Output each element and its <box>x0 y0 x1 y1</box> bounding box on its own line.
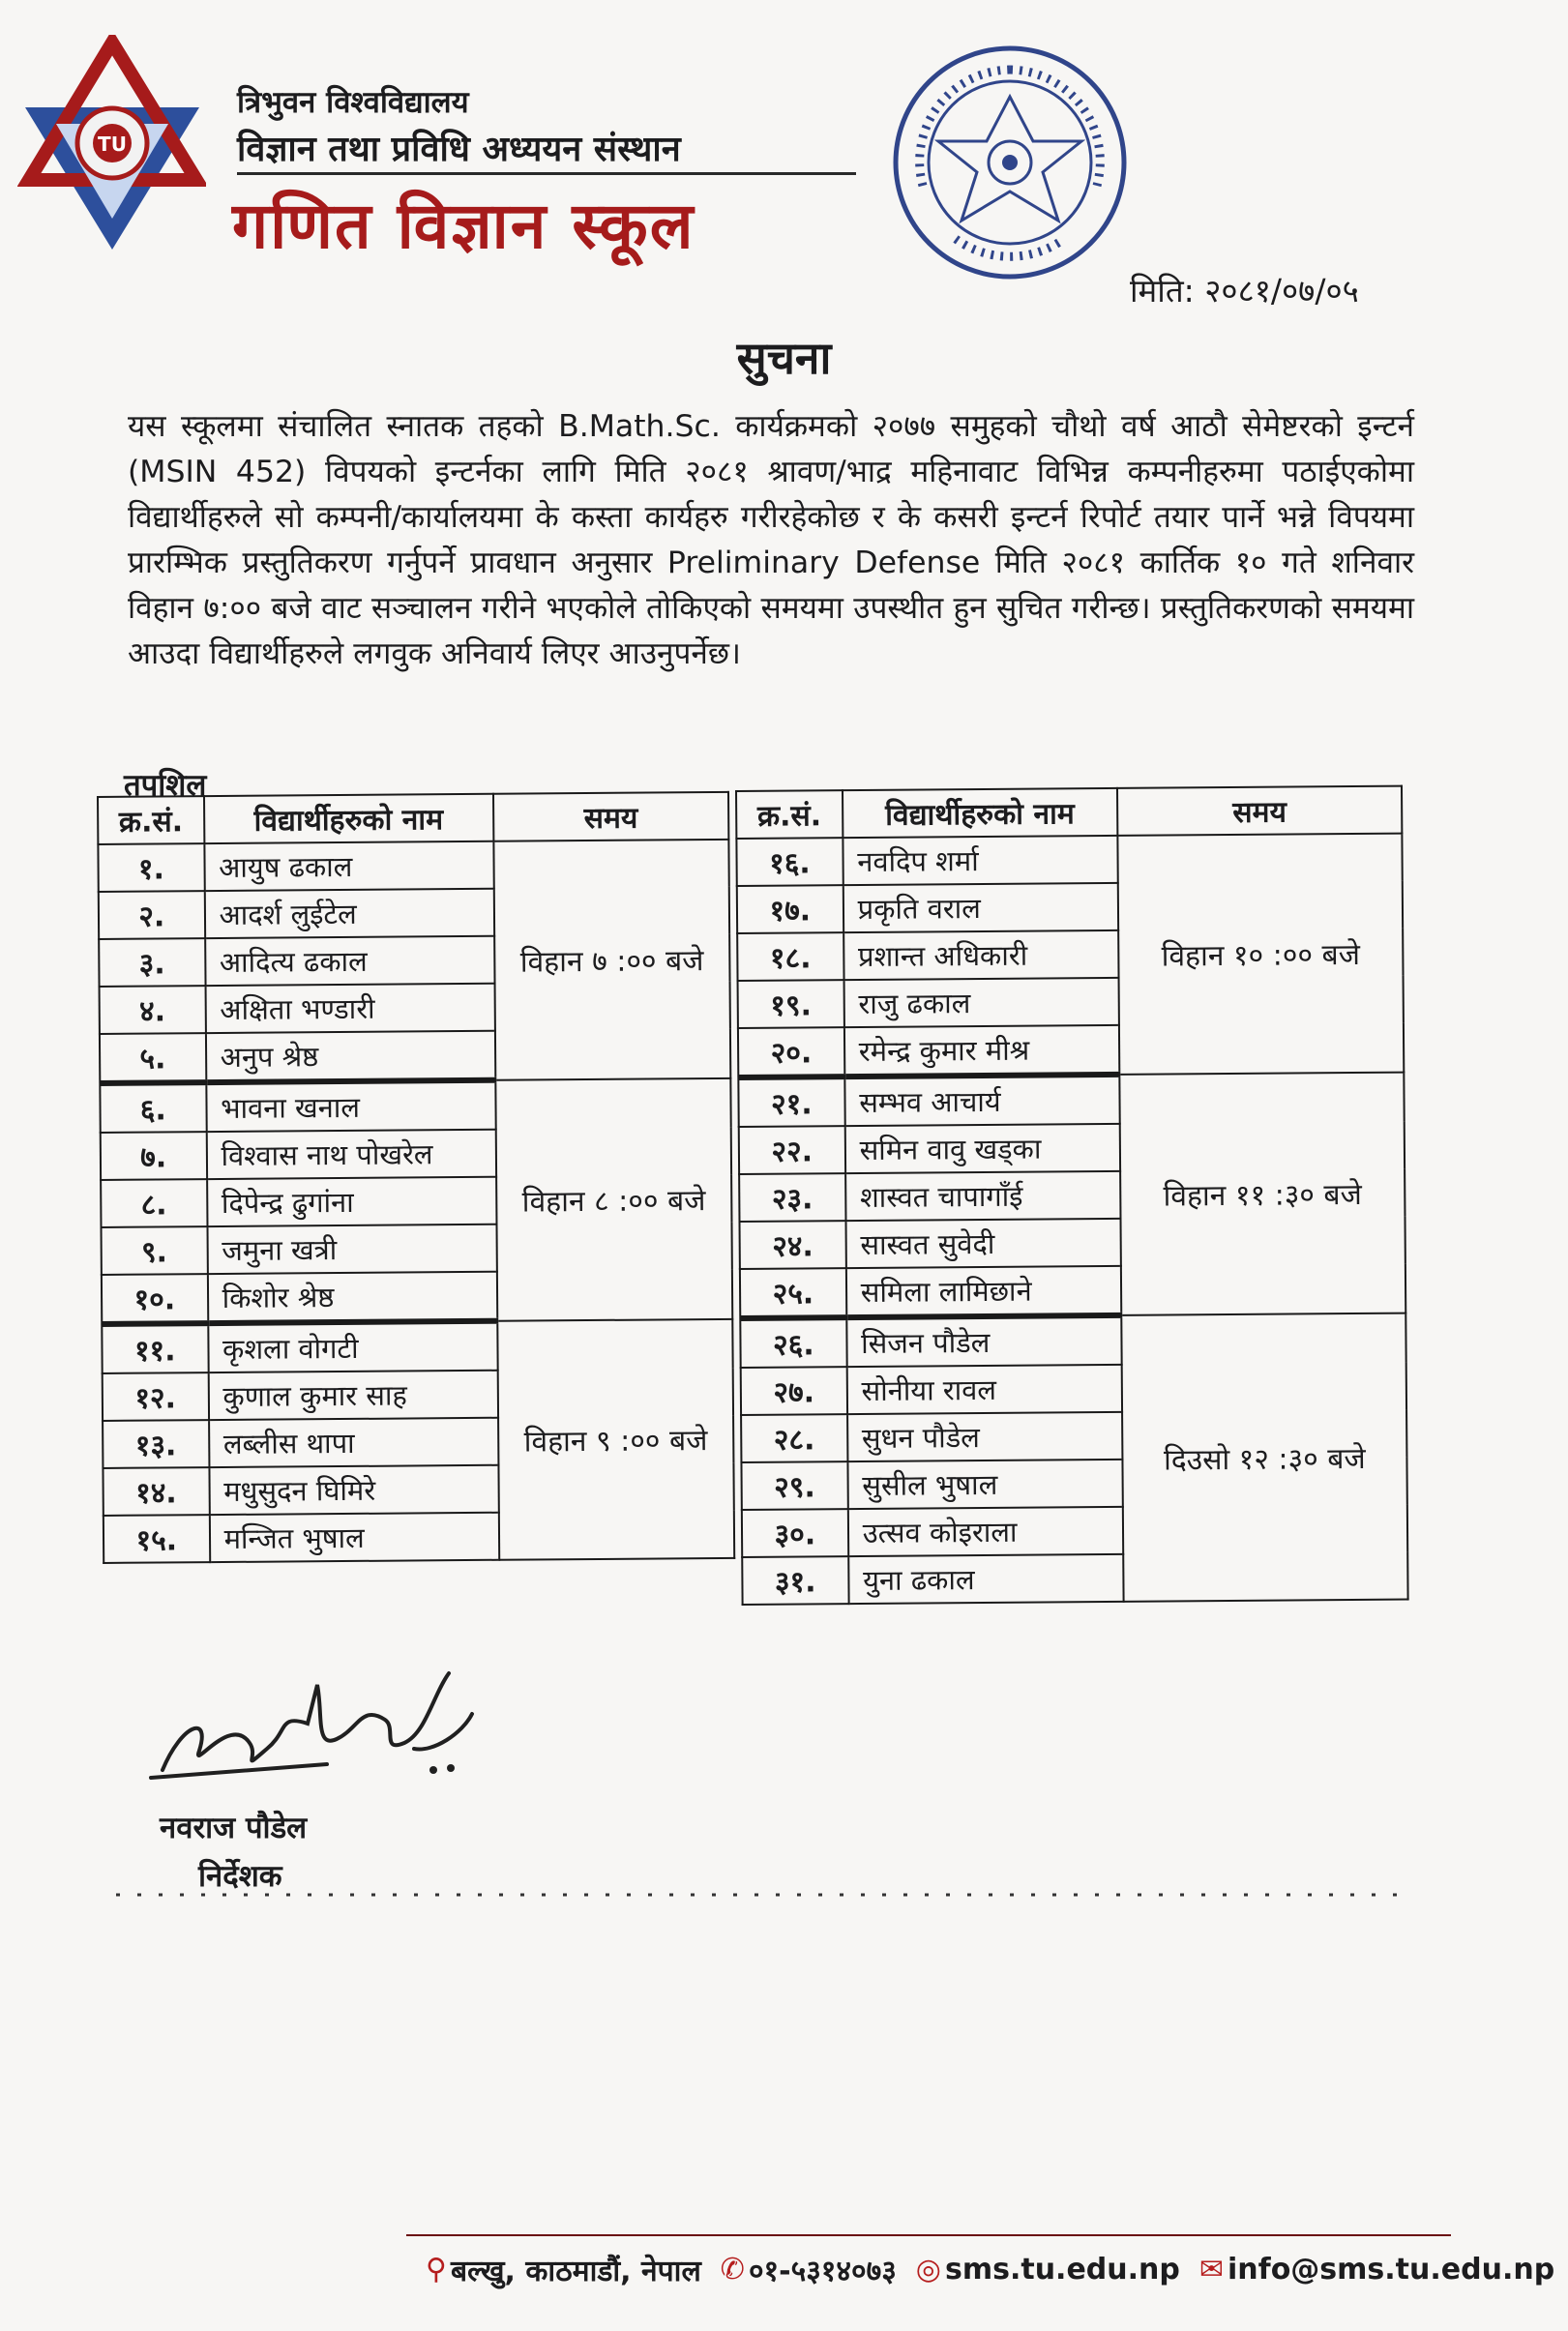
serial-number: ७. <box>101 1132 207 1180</box>
student-name: लब्लीस थापा <box>209 1418 498 1467</box>
serial-number: १८. <box>737 932 843 981</box>
serial-number: २९. <box>741 1461 847 1510</box>
envelope-icon: ✉ <box>1198 2253 1224 2287</box>
phone-text: ०१-५३१४०७३ <box>748 2255 897 2288</box>
serial-number: १६. <box>736 838 843 886</box>
serial-number: ८. <box>101 1179 207 1227</box>
email-link[interactable]: info@sms.tu.edu.np <box>1228 2253 1555 2287</box>
serial-number: ३. <box>99 938 205 987</box>
student-name: सिजन पौडेल <box>846 1315 1122 1367</box>
serial-number: १५. <box>104 1515 210 1563</box>
student-name: सम्भव आचार्य <box>844 1075 1120 1126</box>
student-name: आदित्य ढकाल <box>205 936 494 986</box>
student-name: उत्सव कोइराला <box>848 1507 1123 1556</box>
footer-address <box>426 2250 701 2289</box>
student-name: प्रकृति वराल <box>843 883 1117 932</box>
serial-number: १. <box>98 843 204 892</box>
phone-icon: ✆ <box>720 2253 745 2287</box>
table-row <box>100 1078 730 1133</box>
serial-number: १२. <box>103 1372 209 1421</box>
student-name: आदर्श लुईटेल <box>204 889 493 938</box>
school-name: गणित विज्ञान स्कूल <box>232 189 695 263</box>
student-name: कृशला वोगटी <box>208 1321 497 1372</box>
footer-email[interactable] <box>1199 2253 1554 2287</box>
table-row <box>98 840 728 892</box>
table-row <box>738 1073 1404 1127</box>
student-name: जमुना खत्री <box>207 1225 496 1274</box>
signatory-title: निर्देशक <box>198 1859 282 1894</box>
student-name: मधुसुदन घिमिरे <box>209 1465 498 1515</box>
schedule-table-right <box>735 785 1409 1606</box>
table-row <box>102 1319 732 1373</box>
table-row <box>736 834 1402 886</box>
serial-number: ६. <box>100 1082 206 1133</box>
serial-number: २१. <box>738 1077 844 1127</box>
time-slot: विहान ११ :३० बजे <box>1119 1073 1405 1315</box>
serial-number: १४. <box>103 1467 209 1516</box>
table-header-row <box>736 786 1402 839</box>
university-name: त्रिभुवन विश्वविद्यालय <box>237 85 469 120</box>
notice-title: सुचना <box>736 332 832 384</box>
student-name: कुणाल कुमार साह <box>208 1371 497 1420</box>
schedule-table-left <box>97 791 735 1564</box>
notice-date: मिति: २०८१/०७/०५ <box>1130 272 1359 310</box>
time-slot: दिउसो १२ :३० बजे <box>1121 1313 1408 1602</box>
student-name: विश्वास नाथ पोखरेल <box>206 1130 495 1179</box>
serial-number: २४. <box>740 1221 846 1269</box>
serial-number: १७. <box>737 885 843 933</box>
sn-header: क्र.सं. <box>736 790 843 839</box>
student-name: मन्जित भुषाल <box>209 1513 498 1562</box>
student-name: सास्वत सुवेदी <box>845 1219 1120 1268</box>
dotted-divider <box>116 1891 1412 1899</box>
student-name: नवदिप शर्मा <box>843 836 1117 885</box>
serial-number: ३१. <box>742 1556 848 1605</box>
serial-number: १९. <box>738 980 844 1028</box>
footer-website[interactable] <box>916 2253 1180 2287</box>
location-pin-icon: ⚲ <box>426 2253 447 2287</box>
table-row <box>740 1313 1405 1368</box>
tu-logo-icon <box>17 35 206 252</box>
student-name: समिन वावु खड्का <box>844 1124 1119 1173</box>
table-header-row <box>98 792 728 844</box>
globe-icon: ◎ <box>915 2253 941 2287</box>
notice-body: यस स्कूलमा संचालित स्नातक तहको B.Math.Sc. कार्यक्रमको २०७७ समुहको चौथो वर्ष आठौ सेमेष्टरको इन्टर्न (MSIN 452) विपयको इन्टर्नका लागि मिति २०८१ श्रावण/भाद्र महिनावाट विभिन्न कम्पनीहरुमा पठाईएकोमा विद्यार्थीहरुले सो कम्पनी/कार्यालयमा के कस्ता कार्यहरु गरीरहेकोछ र के कसरी इन्टर्न रिपोर्ट तयार पार्ने भन्ने विपयमा प्रारम्भिक प्रस्तुतिकरण गर्नुपर्ने प्रावधान अनुसार Preliminary Defense मिति २०८१ कार्तिक १० गते शनिवार विहान ७:०० बजे वाट सञ्चालन गरीने भएकोले तोकिएको समयमा उपस्थीत हुन सुचित गरीन्छ। प्रस्तुतिकरणको समयमा आउदा विद्यार्थीहरुले लगवुक अनिवार्य लिएर आउनुपर्नेछ। <box>128 409 1414 671</box>
right-table-body <box>736 834 1407 1605</box>
serial-number: ११. <box>102 1323 208 1373</box>
student-name: रमेन्द्र कुमार मीश्र <box>844 1025 1120 1077</box>
serial-number: ९. <box>102 1226 208 1275</box>
sn-header: क्र.सं. <box>98 796 204 844</box>
svg-text:TU: TU <box>98 133 127 156</box>
student-name: युना ढकाल <box>848 1554 1123 1604</box>
serial-number: २६. <box>740 1317 846 1368</box>
serial-number: २५. <box>740 1268 846 1318</box>
serial-number: २७. <box>741 1367 847 1415</box>
serial-number: ३०. <box>742 1509 848 1557</box>
left-table-body <box>98 840 734 1563</box>
student-name: अक्षिता भण्डारी <box>205 984 494 1033</box>
student-name: दिपेन्द्र ढुगांना <box>207 1177 496 1226</box>
student-name: आयुष ढकाल <box>204 841 493 891</box>
serial-number: २०. <box>738 1027 844 1077</box>
footer <box>426 2250 1554 2289</box>
header-divider <box>237 172 856 175</box>
serial-number: १३. <box>103 1420 209 1468</box>
time-slot: विहान १० :०० बजे <box>1117 834 1404 1075</box>
address-text: बल्खु, काठमाडौं, नेपाल <box>450 2255 701 2288</box>
student-name: सोनीया रावल <box>846 1365 1121 1414</box>
serial-number: ५. <box>100 1033 206 1083</box>
footer-phone <box>721 2250 897 2289</box>
institute-name: विज्ञान तथा प्रविधि अध्ययन संस्थान <box>237 130 681 169</box>
signatory-name: नवराज पौडेल <box>160 1811 308 1845</box>
student-name: भावना खनाल <box>206 1080 495 1132</box>
footer-rule <box>406 2234 1451 2236</box>
serial-number: २३. <box>739 1173 845 1222</box>
name-header: विद्यार्थीहरुको नाम <box>204 794 493 843</box>
website-link[interactable]: sms.tu.edu.np <box>944 2253 1180 2287</box>
serial-number: २८. <box>741 1414 847 1462</box>
schedule-label: तपशिल <box>124 768 207 803</box>
time-header: समय <box>493 792 729 841</box>
signature <box>143 1656 491 1801</box>
serial-number: २. <box>99 891 205 939</box>
serial-number: १०. <box>102 1274 208 1324</box>
school-seal-icon <box>888 41 1132 284</box>
name-header: विद्यार्थीहरुको नाम <box>843 788 1117 838</box>
serial-number: २२. <box>739 1126 845 1174</box>
time-slot: विहान ९ :०० बजे <box>497 1319 734 1560</box>
student-name: सुसील भुषाल <box>847 1460 1122 1509</box>
student-name: किशोर श्रेष्ठ <box>207 1272 496 1323</box>
student-name: समिला लामिछाने <box>846 1266 1122 1317</box>
serial-number: ४. <box>100 986 206 1034</box>
student-name: अनुप श्रेष्ठ <box>206 1031 495 1082</box>
student-name: शास्वत चापागाँई <box>845 1171 1120 1221</box>
time-header: समय <box>1117 786 1403 836</box>
time-slot: विहान ७ :०० बजे <box>493 840 730 1080</box>
time-slot: विहान ८ :०० बजे <box>495 1078 732 1321</box>
student-name: राजु ढकाल <box>843 978 1118 1027</box>
student-name: प्रशान्त अधिकारी <box>843 930 1118 980</box>
student-name: सुधन पौडेल <box>847 1412 1122 1461</box>
